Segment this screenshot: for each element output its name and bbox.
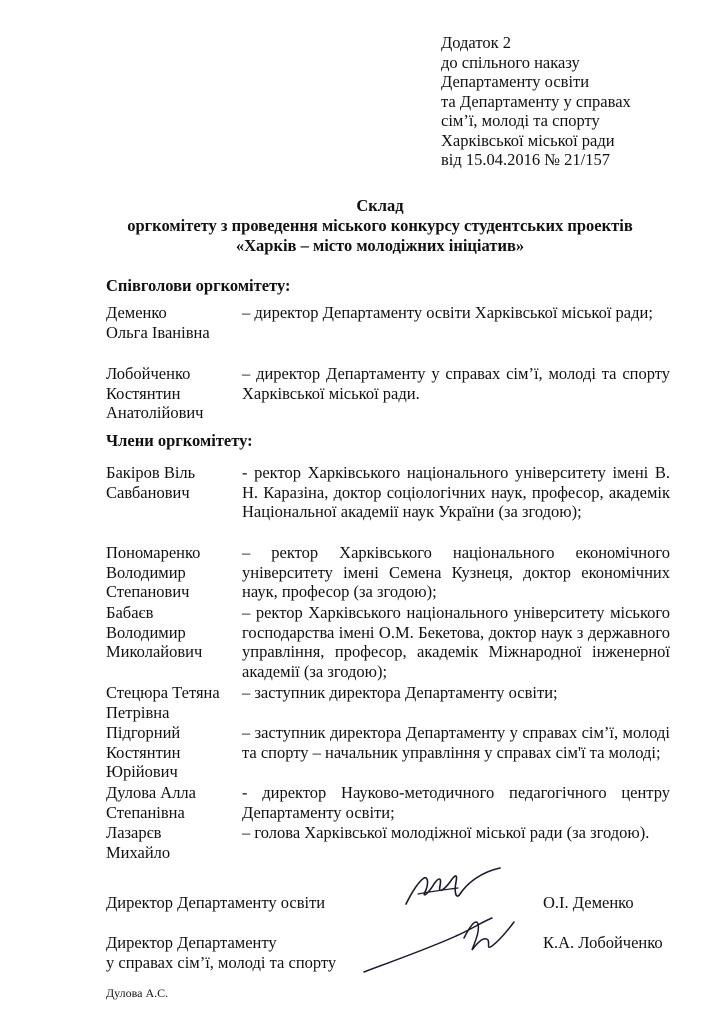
name-line: Пономаренко [106, 543, 201, 562]
name-line: Стецюра Тетяна [106, 683, 220, 702]
member-description: – голова Харківської молодіжної міської ради (за згодою). [242, 823, 650, 842]
name-line: Володимир [106, 562, 186, 582]
name-line: Петрівна [106, 702, 170, 722]
cochair-description: – директор Департаменту освіти Харківської міської ради; [242, 303, 653, 322]
handwritten-signature-1 [398, 864, 508, 912]
signatory-name-demenko: О.І. Деменко [543, 893, 634, 912]
member-name [106, 463, 236, 502]
handwritten-signature-2 [360, 908, 520, 980]
annex-line: від 15.04.2016 № 21/157 [441, 150, 610, 169]
member-description: - ректор Харківського національного університету імені В. Н. Каразіна, доктор соціологічних наук, професор, академік Національної академії наук України (за згодою); [242, 463, 670, 521]
member-name [106, 543, 236, 602]
member-name [106, 603, 236, 662]
name-line: Бабаєв [106, 603, 154, 622]
signatory-title-family-cont: у справах сім’ї, молоді та спорту [106, 953, 337, 972]
document-author: Дулова А.С. [106, 986, 169, 1000]
document-subtitle-project: «Харків – місто молодіжних ініціатив» [235, 236, 525, 255]
document-title: Склад [356, 196, 404, 215]
members-heading: Члени оргкомітету: [106, 431, 253, 450]
name-line: Бакіров Віль [106, 463, 196, 482]
name-line: Ольга Іванівна [106, 322, 210, 342]
member-description: - директор Науково-методичного педагогічного центру Департаменту освіти; [242, 783, 670, 822]
cochair-description: – директор Департаменту у справах сім’ї, молоді та спорту Харківської міської ради. [242, 364, 670, 403]
annex-line: сім’ї, молоді та спорту [441, 111, 600, 130]
name-line: Лазарєв [106, 823, 162, 842]
annex-line: Додаток 2 [441, 33, 511, 52]
annex-line: до спільного наказу [441, 52, 580, 72]
name-line: Лобойченко [106, 364, 191, 383]
name-line: Степанович [106, 582, 190, 601]
member-description: – заступник директора Департаменту освіти; [242, 683, 558, 702]
signatory-title-family: Директор Департаменту [106, 933, 277, 952]
member-name [106, 783, 236, 822]
member-name [106, 823, 236, 862]
name-line: Деменко [106, 303, 167, 322]
signatory-name-loboichenko: К.А. Лобойченко [543, 933, 663, 952]
name-line: Михайло [106, 842, 171, 862]
name-line: Дулова Алла [106, 783, 196, 802]
cochair-name [106, 364, 236, 423]
name-line: Миколайович [106, 642, 203, 661]
member-description: – ректор Харківського національного економічного університету імені Семена Кузнеця, доктор економічних наук, професор (за згодою); [242, 543, 670, 601]
annex-line: Департаменту освіти [441, 72, 590, 91]
name-line: Володимир [106, 622, 186, 642]
member-name [106, 723, 236, 782]
name-line: Підгорний [106, 723, 181, 742]
name-line: Савбанович [106, 482, 190, 502]
name-line: Степанівна [106, 802, 185, 822]
annex-line: та Департаменту у справах [441, 91, 631, 111]
member-name [106, 683, 236, 722]
name-line: Анатолійович [106, 403, 204, 422]
name-line: Юрійович [106, 762, 178, 781]
member-description: – заступник директора Департаменту у справах сім’ї, молоді та спорту – начальник управління у справах сім'ї та молоді; [242, 723, 670, 762]
annex-block [441, 33, 711, 170]
cochair-name [106, 303, 236, 342]
member-description: – ректор Харківського національного університету міського господарства імені О.М. Бекетова, доктор наук з державного управління, професор, академік Міжнародної інженерної академії (за згодою); [242, 603, 670, 681]
name-line: Костянтин [106, 742, 181, 762]
annex-line: Харківської міської ради [441, 130, 615, 150]
signatory-title-education: Директор Департаменту освіти [106, 893, 326, 912]
name-line: Костянтин [106, 383, 181, 403]
document-subtitle: оргкомітету з проведення міського конкурсу студентських проектів [127, 216, 633, 235]
cochairs-heading: Співголови оргкомітету: [106, 276, 291, 295]
